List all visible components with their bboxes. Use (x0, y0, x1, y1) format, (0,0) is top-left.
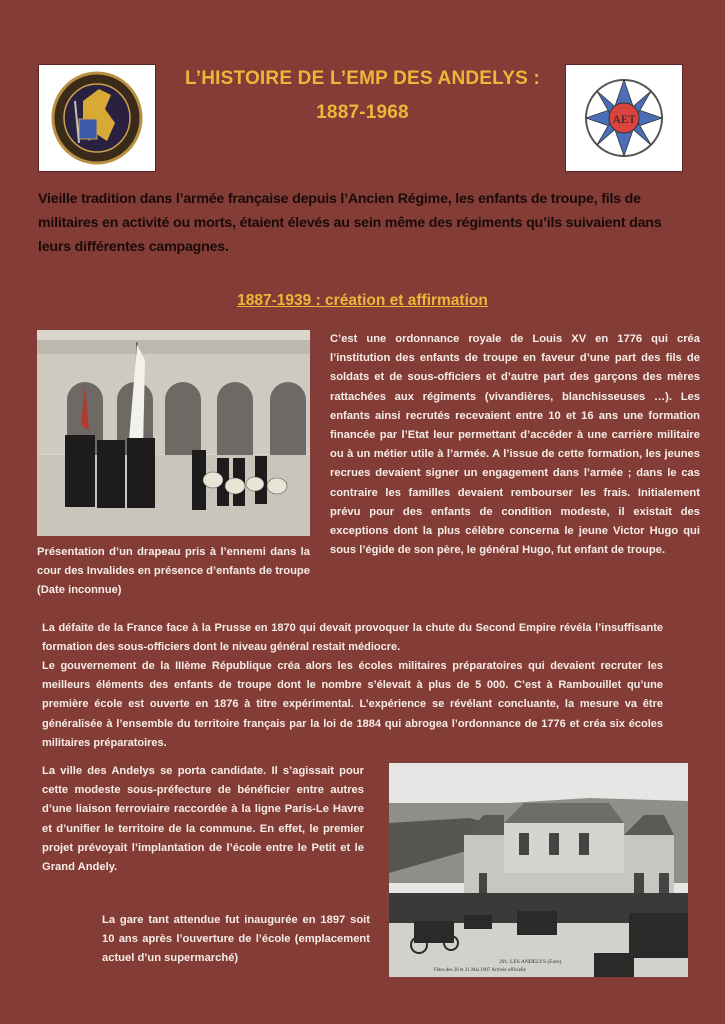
intro-paragraph: Vieille tradition dans l’armée française depuis l’Ancien Régime, les enfants de troupe, fils de militaires en activité ou morts, étaient élevés au sein même des régiments qu’ils suivaient dans leurs différentes campagnes. (38, 191, 662, 255)
station-photo-caption: La gare tant attendue fut inaugurée en 1897 soit 10 ans après l’ouverture de l’école (emplacement actuel d’un supermarché) (102, 914, 370, 965)
emp-badge-icon (49, 71, 145, 165)
postcard-caption-line2: Fêtes des 20 et 21 Mai 1907 Arrivée officielle (434, 968, 526, 973)
defeat-1870-paragraph: La défaite de la France face à la Prusse en 1870 qui devait provoquer la chute du Second Empire révéla l’insuffisante formation des sous-officiers dont le niveau général restait médiocre. (42, 622, 663, 654)
aet-badge-icon (576, 71, 672, 165)
aet-badge-text: AET (612, 112, 636, 126)
andelys-station-image (389, 763, 688, 977)
andelys-station-photo (389, 763, 688, 977)
andelys-candidacy-paragraph: La ville des Andelys se porta candidate. Il s’agissait pour cette modeste sous-préfecture de bénéficier entre autres d’une liaison ferroviaire raccordée à la ligne Paris-Le Havre et d’unifier le territoire de la commune. En effet, le premier projet prévoyait l’implantation de l’école entre le Petit et le Grand Andely. (42, 765, 364, 874)
title-line-2: 1887-1968 (316, 102, 409, 123)
invalides-courtyard-image (37, 330, 310, 536)
invalides-photo (37, 330, 310, 536)
right-logo-frame (565, 64, 683, 172)
postcard-caption-line1: 201. LES ANDELYS (Eure) (499, 959, 562, 965)
louis-xv-paragraph: C’est une ordonnance royale de Louis XV en 1776 qui créa l’institution des enfants de troupe en faveur d’une part des fils de soldats et de sous-officiers et d’autre part des garçons des mères rattachées aux régiments (vivandières, blanchisseuses …). Les enfants ainsi recrutés recevaient entre 10 et 16 ans une formation financée par l’Etat leur permettant d’accéder à une carrière militaire ou à un métier utile à l’armée. A l’issue de cette formation, les jeunes recrues devaient signer un engagement dans l’armée ; dans le cas contraire les familles devaient rembourser les frais. Initialement prévu pour des enfants de condition modeste, il existait des exceptions dont la plus célèbre concerna le jeune Victor Hugo qui sous l’égide de son père, le général Hugo, fut enfant de troupe. (330, 333, 700, 557)
section-title: 1887-1939 : création et affirmation (237, 292, 488, 309)
invalides-photo-caption: Présentation d’un drapeau pris à l’ennemi dans la cour des Invalides en présence d’enfants de troupe (Date inconnue) (37, 546, 310, 597)
third-republic-paragraph: Le gouvernement de la IIIème République créa alors les écoles militaires préparatoires qui devaient recruter les meilleurs éléments des enfants de troupe dont le nombre s’élevait à plus de 5 000. C’est à Rambouillet qu’une première école est ouverte en 1876 à titre expérimental. L’expérience se révélant concluante, la mesure va être généralisée à l’ensemble du territoire français par la loi de 1884 qui abrogea l’ordonnance de 1776 et créa six écoles militaires préparatoires. (42, 660, 663, 749)
left-logo-frame (38, 64, 156, 172)
title-line-1: L’HISTOIRE DE L’EMP DES ANDELYS : (184, 68, 540, 89)
page-title (160, 62, 565, 130)
